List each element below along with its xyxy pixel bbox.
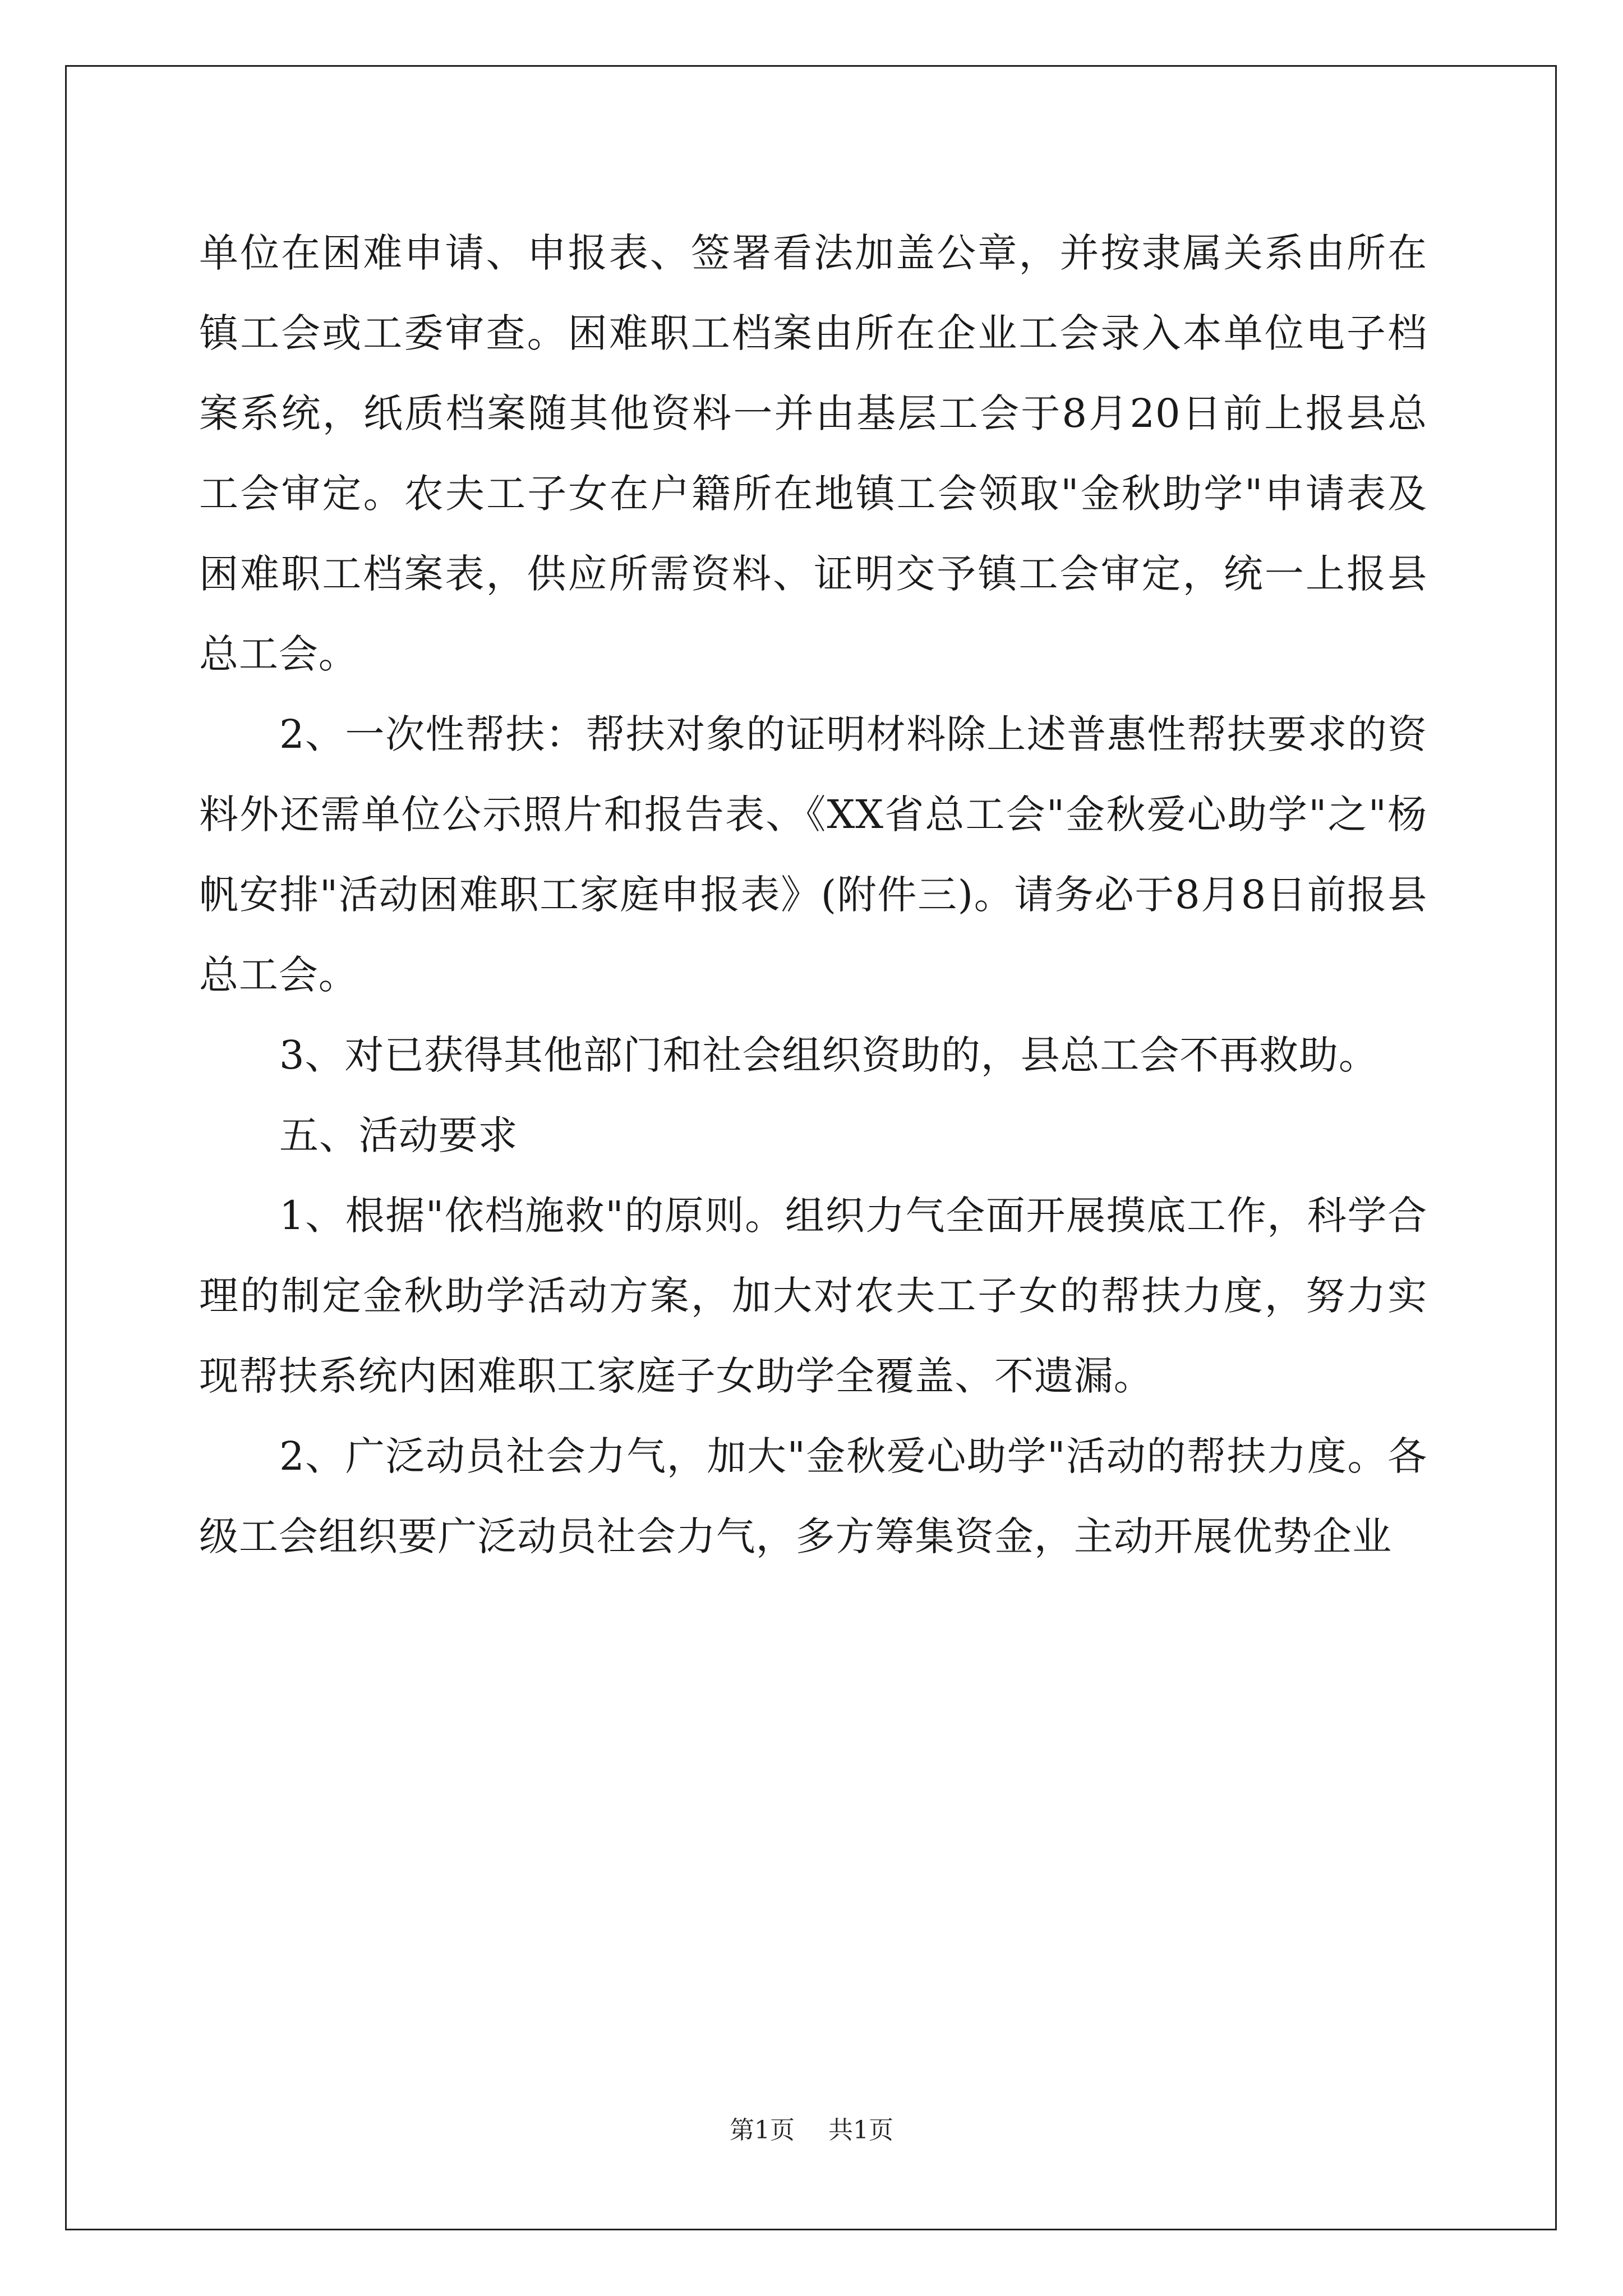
page-total: 共1页 xyxy=(828,2116,893,2145)
page-number: 第1页 xyxy=(730,2116,795,2145)
paragraph-2: 2、一次性帮扶：帮扶对象的证明材料除上述普惠性帮扶要求的资料外还需单位公示照片和报告表、《XX省总工会"金秋爱心助学"之"杨帆安排"活动困难职工家庭申报表》(附件三)。请务必于8月8日前报县总工会。 xyxy=(199,711,1427,998)
paragraph-3: 3、对已获得其他部门和社会组织资助的，县总工会不再救助。 xyxy=(279,1032,1378,1078)
paragraph-4: 1、根据"依档施救"的原则。组织力气全面开展摸底工作，科学合理的制定金秋助学活动方案，加大对农夫工子女的帮扶力度，努力实现帮扶系统内困难职工家庭子女助学全覆盖、不遗漏。 xyxy=(199,1193,1427,1399)
page-footer xyxy=(0,2114,1623,2147)
paragraph-5: 2、广泛动员社会力气，加大"金秋爱心助学"活动的帮扶力度。各级工会组织要广泛动员社会力气，多方筹集资金，主动开展优势企业 xyxy=(199,1433,1427,1559)
section-heading: 五、活动要求 xyxy=(279,1112,518,1158)
paragraph-1: 单位在困难申请、申报表、签署看法加盖公章，并按隶属关系由所在镇工会或工委审查。困难职工档案由所在企业工会录入本单位电子档案系统，纸质档案随其他资料一并由基层工会于8月20日前上报县总工会审定。农夫工子女在户籍所在地镇工会领取"金秋助学"申请表及困难职工档案表，供应所需资料、证明交予镇工会审定，统一上报县总工会。 xyxy=(199,230,1427,677)
document-body xyxy=(199,0,1427,1577)
